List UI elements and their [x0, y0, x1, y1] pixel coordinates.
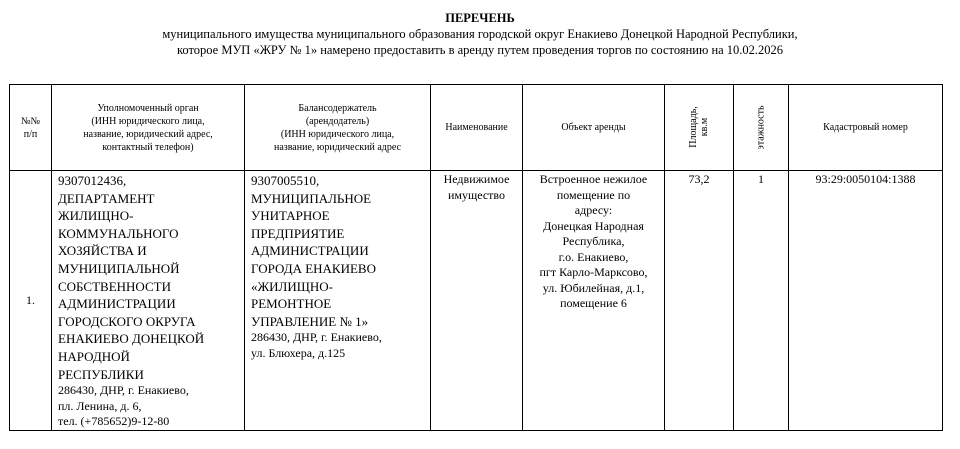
header-cadastral-label: Кадастровый номер	[823, 122, 908, 133]
name-line: имущество	[447, 187, 506, 202]
name-cell	[431, 171, 523, 431]
header-authority	[52, 85, 245, 171]
authority-name-line: КОММУНАЛЬНОГО	[58, 225, 179, 241]
object-line: Донецкая Народная	[543, 218, 644, 233]
header-holder-line: (арендодатель)	[305, 115, 370, 127]
area-cell	[665, 171, 734, 431]
authority-address-line: 286430, ДНР, г. Енакиево,	[58, 383, 189, 398]
holder-name-line: ПРЕДПРИЯТИЕ	[251, 225, 345, 241]
object-line: адресу:	[574, 203, 613, 217]
holder-name-line: УПРАВЛЕНИЕ № 1»	[251, 313, 369, 329]
authority-name-line: ЕНАКИЕВО ДОНЕЦКОЙ	[58, 331, 205, 347]
floors-value: 1	[758, 172, 764, 186]
header-authority-line: (ИНН юридического лица,	[91, 115, 205, 127]
header-floors	[734, 85, 789, 171]
header-name	[431, 85, 523, 171]
header-object-label: Объект аренды	[561, 122, 626, 133]
header-holder-line: Балансодержатель	[298, 102, 377, 114]
header-area-line: кв.м	[699, 117, 710, 137]
document-subtitle-line-2: которое МУП «ЖРУ № 1» намерено предоставить в аренду путем проведения торгов по состоянию на 10.02.2026	[176, 43, 784, 57]
authority-phone: тел. (+785652)9-12-80	[58, 414, 170, 429]
authority-name-line: ДЕПАРТАМЕНТ	[58, 190, 155, 206]
cadastral-cell	[789, 171, 943, 431]
header-num	[10, 85, 52, 171]
object-line: ул. Юбилейная, д.1,	[542, 280, 645, 295]
floors-cell	[734, 171, 789, 431]
header-authority-line: Уполномоченный орган	[97, 102, 199, 114]
header-name-label: Наименование	[445, 122, 508, 133]
holder-name-line: УНИТАРНОЕ	[251, 208, 330, 224]
header-holder-line: название, юридический адрес	[273, 141, 402, 153]
name-line: Недвижимое	[443, 172, 510, 186]
object-cell	[523, 171, 665, 431]
header-cadastral	[789, 85, 943, 171]
header-authority-line: название, юридический адрес,	[83, 128, 213, 140]
object-line: помещение 6	[560, 296, 627, 310]
property-list-table	[9, 84, 943, 431]
authority-inn: 9307012436,	[58, 173, 127, 188]
document-subtitle-line-1: муниципального имущества муниципального образования городской округ Енакиево Донецкой Народной Республики,	[162, 27, 798, 41]
authority-name-line: РЕСПУБЛИКИ	[58, 366, 144, 382]
holder-address-line: 286430, ДНР, г. Енакиево,	[251, 330, 382, 345]
authority-name-line: АДМИНИСТРАЦИИ	[58, 296, 176, 312]
holder-address-line: ул. Блюхера, д.125	[251, 345, 346, 360]
authority-cell	[52, 171, 245, 431]
object-line: Республика,	[562, 234, 625, 248]
table-row	[10, 171, 943, 431]
holder-inn: 9307005510,	[251, 173, 320, 188]
object-line: г.о. Енакиево,	[558, 249, 629, 264]
authority-name-line: ГОРОДСКОГО ОКРУГА	[58, 313, 196, 329]
object-line: Встроенное нежилое	[539, 172, 648, 186]
row-num-cell	[10, 171, 52, 431]
authority-name-line: МУНИЦИПАЛЬНОЙ	[58, 260, 180, 276]
document-heading	[0, 10, 960, 58]
table-header-row	[10, 85, 943, 171]
header-floors-label: этажность	[755, 105, 767, 150]
header-holder-line: (ИНН юридического лица,	[280, 128, 395, 140]
document-title: ПЕРЕЧЕНЬ	[445, 11, 515, 25]
authority-address-line: пл. Ленина, д. 6,	[58, 398, 142, 413]
authority-name-line: НАРОДНОЙ	[58, 348, 130, 364]
header-area	[665, 85, 734, 171]
header-num-line: №№	[20, 115, 41, 127]
header-holder	[245, 85, 431, 171]
authority-name-line: СОБСТВЕННОСТИ	[58, 278, 171, 294]
header-authority-line: контактный телефон)	[102, 141, 194, 153]
authority-name-line: ХОЗЯЙСТВА И	[58, 243, 147, 259]
authority-name-line: ЖИЛИЩНО-	[58, 208, 134, 224]
row-num: 1.	[26, 293, 35, 308]
object-line: помещение по	[556, 187, 631, 202]
holder-name-line: «ЖИЛИЩНО-	[251, 278, 333, 294]
holder-name-line: АДМИНИСТРАЦИИ	[251, 243, 369, 259]
holder-cell	[245, 171, 431, 431]
holder-name-line: РЕМОНТНОЕ	[251, 296, 332, 312]
holder-name-line: МУНИЦИПАЛЬНОЕ	[251, 190, 372, 206]
cadastral-number: 93:29:0050104:1388	[815, 172, 916, 186]
object-line: пгт Карло-Марксово,	[539, 265, 648, 279]
holder-name-line: ГОРОДА ЕНАКИЕВО	[251, 260, 376, 276]
area-value: 73,2	[688, 172, 710, 186]
header-area-label	[688, 106, 710, 148]
header-num-line: п/п	[23, 128, 38, 140]
header-object	[523, 85, 665, 171]
header-area-line: Площадь,	[688, 106, 699, 148]
